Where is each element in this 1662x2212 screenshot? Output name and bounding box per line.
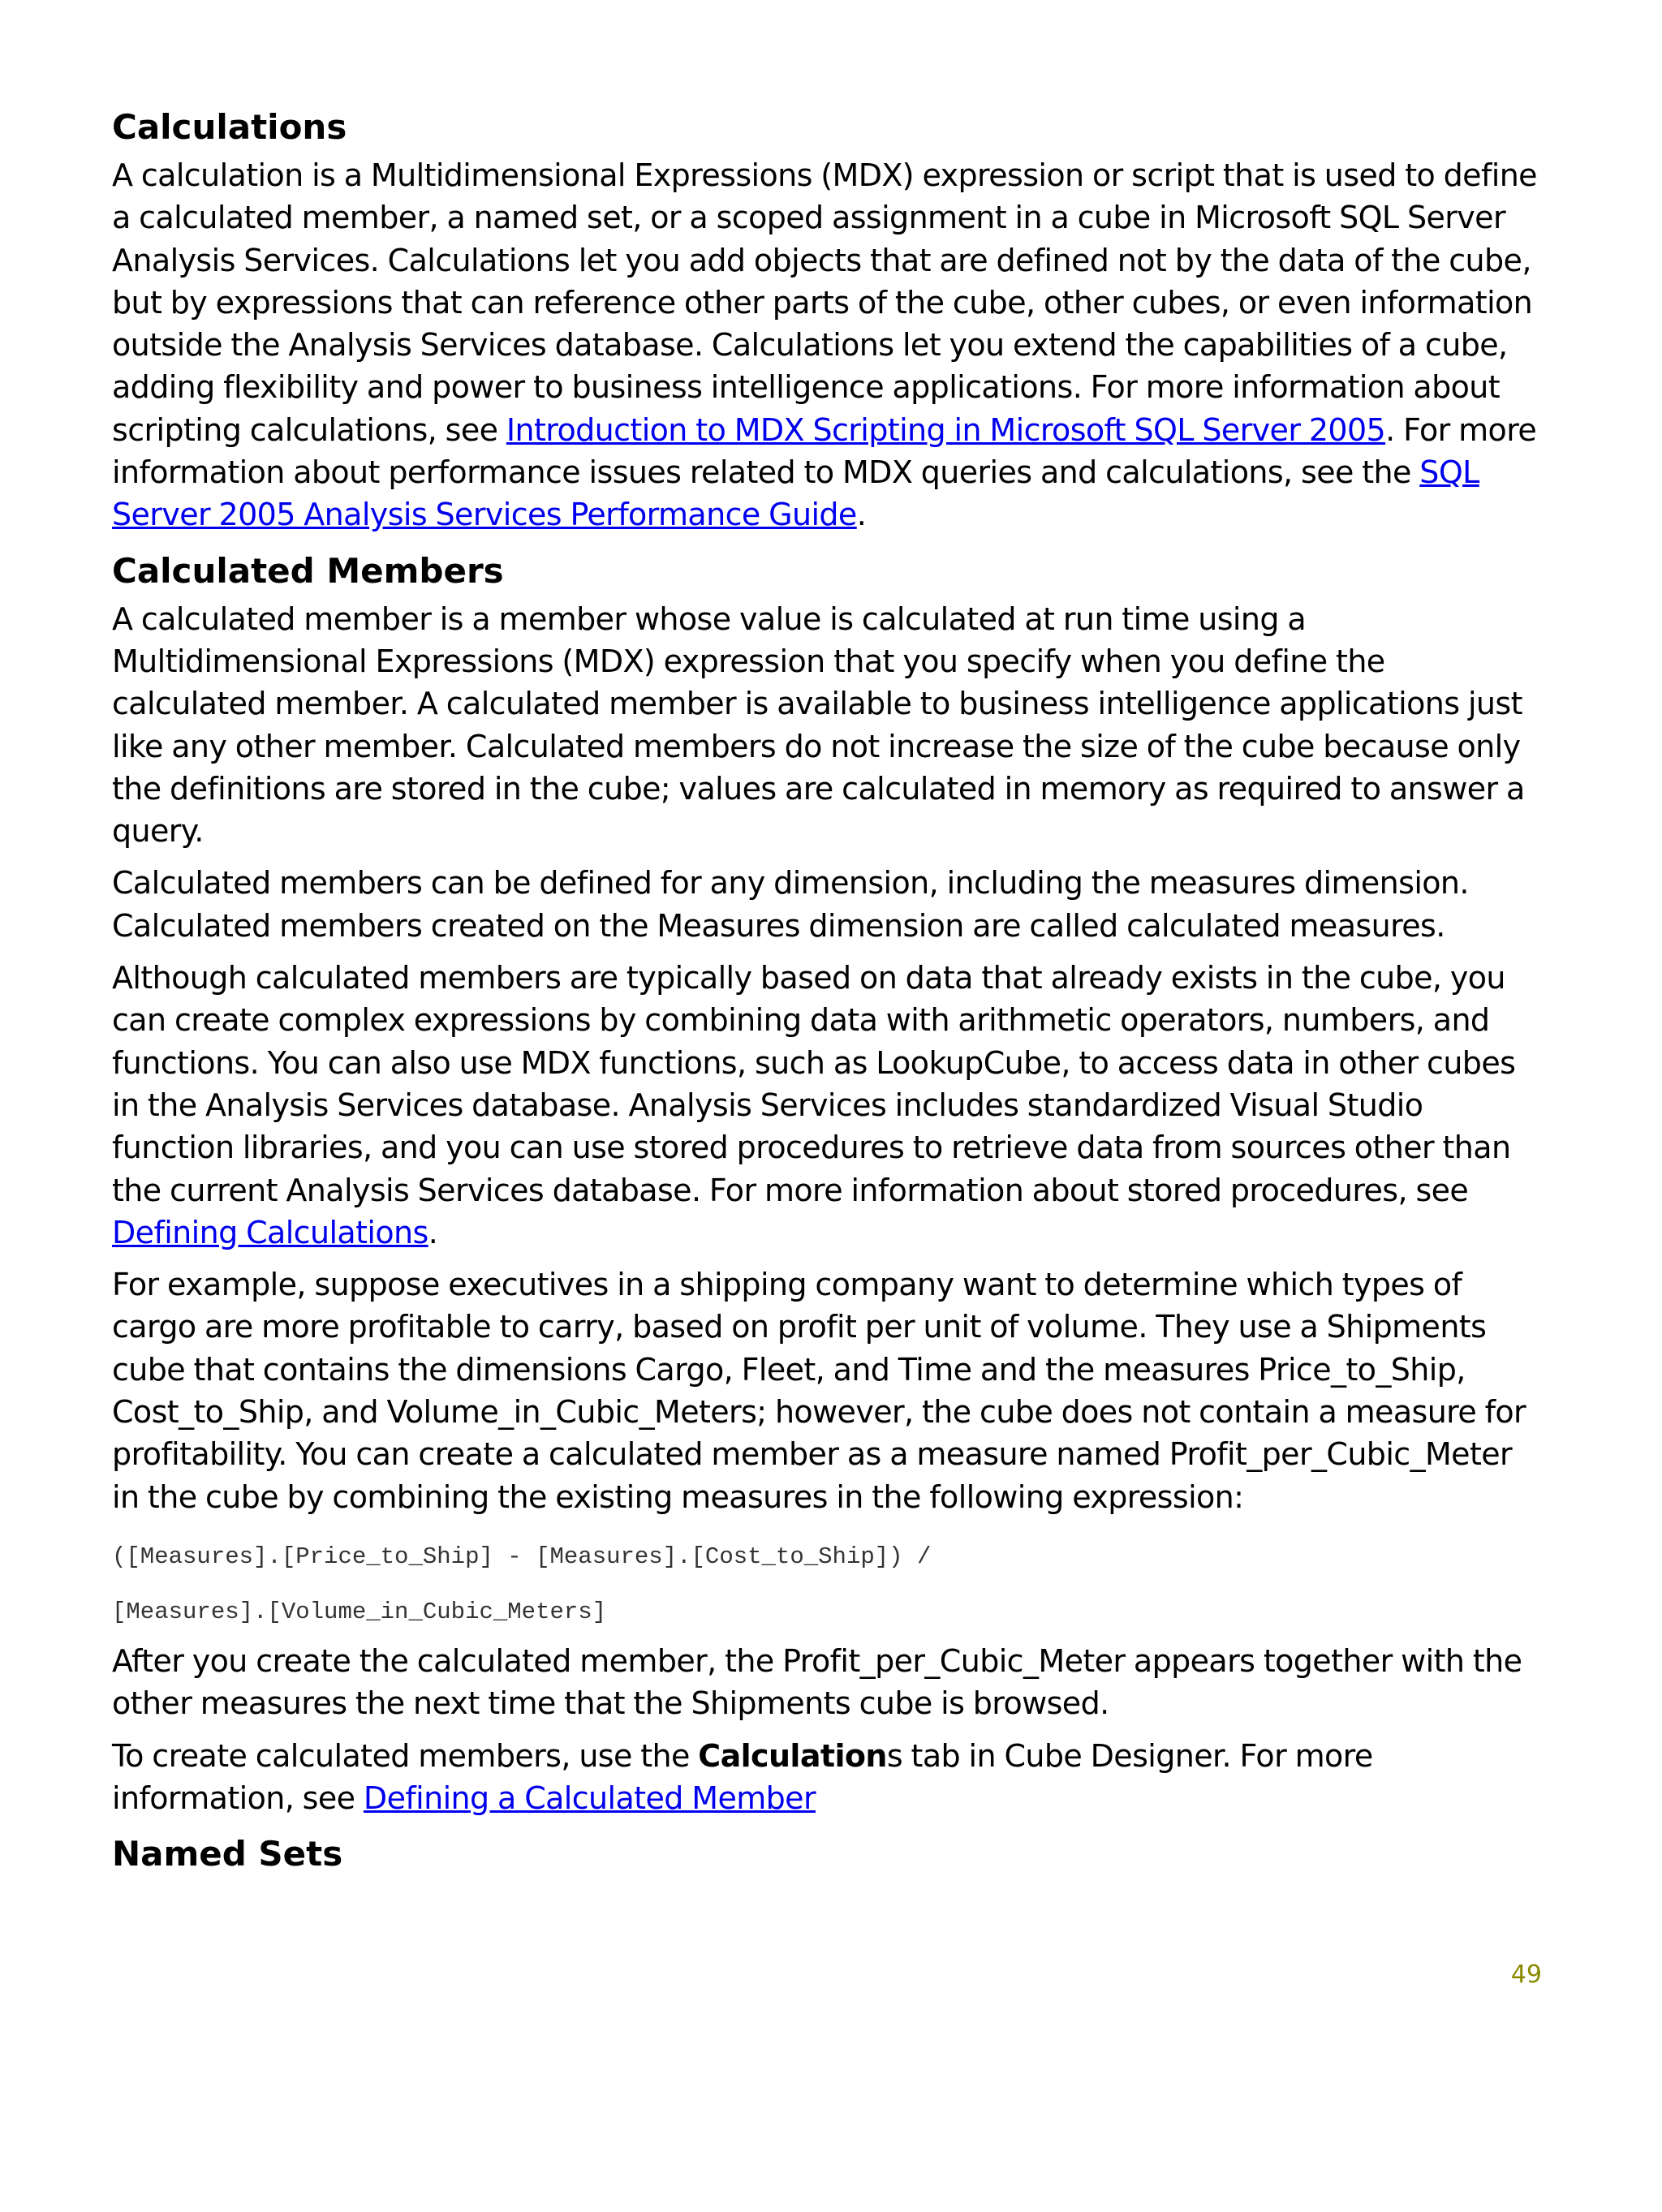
code-line-1: ([Measures].[Price_to_Ship] - [Measures].[Cost_to_Ship]) / <box>112 1543 932 1570</box>
link-performance-guide[interactable]: SQL Server 2005 Analysis Services Performance Guide <box>112 454 1479 533</box>
calculations-paragraph <box>112 154 1542 536</box>
heading-named-sets: Named Sets <box>112 1834 343 1874</box>
calculations-text-b: . For more information about performance issues related to MDX queries and calculations, see the <box>112 411 1537 491</box>
calculations-tab-name: Calculation <box>698 1737 887 1774</box>
page-number: 49 <box>1510 1960 1542 1989</box>
link-intro-mdx-scripting[interactable]: Introduction to MDX Scripting in Microsoft SQL Server 2005 <box>506 411 1386 448</box>
page-content <box>112 102 1542 1881</box>
paragraph-6-text-a: To create calculated members, use the <box>112 1737 699 1774</box>
paragraph-3-end: . <box>428 1214 438 1250</box>
calculated-members-paragraph-1: A calculated member is a member whose value is calculated at run time using a Multidimensional Expressions (MDX) expression that you specify when you define the calculated member. A calculated member is available to business intelligence applications just like any other member. Calculated members do not increase the size of the cube because only the definitions are stored in the cube; values are calculated in memory as required to answer a query. <box>112 600 1525 850</box>
calculated-members-paragraph-3 <box>112 957 1542 1254</box>
heading-calculations: Calculations <box>112 107 347 147</box>
calculations-text-a: A calculation is a Multidimensional Expressions (MDX) expression or script that is used to define a calculated member, a named set, or a scoped assignment in a cube in Microsoft SQL Server Analysis Services. Calculations let you add objects that are defined not by the data of the cube, but by expressions that can reference other parts of the cube, other cubes, or even information outside the Analysis Services database. Calculations let you extend the capabilities of a cube, adding flexibility and power to business intelligence applications. For more information about scripting calculations, see <box>112 157 1537 448</box>
calculated-members-paragraph-6 <box>112 1735 1542 1820</box>
link-defining-calculated-member[interactable]: Defining a Calculated Member <box>363 1779 816 1816</box>
link-defining-calculations[interactable]: Defining Calculations <box>112 1214 428 1250</box>
code-line-2: [Measures].[Volume_in_Cubic_Meters] <box>112 1598 607 1625</box>
paragraph-3-text: Although calculated members are typically based on data that already exists in the cube, you can create complex expressions by combining data with arithmetic operators, numbers, and functions. You can also use MDX functions, such as LookupCube, to access data in other cubes in the Analysis Services database. Analysis Services includes standardized Visual Studio function libraries, and you can use stored procedures to retrieve data from sources other than the current Analysis Services database. For more information about stored procedures, see <box>112 960 1516 1208</box>
paragraph-6-text-b: s tab in Cube Designer. For more information, see <box>112 1737 1373 1816</box>
calculations-text-c: . <box>856 497 867 533</box>
calculated-members-paragraph-2: Calculated members can be defined for any dimension, including the measures dimension. Calculated members created on the Measures dimension are called calculated measures. <box>112 865 1469 944</box>
calculated-members-paragraph-5: After you create the calculated member, the Profit_per_Cubic_Meter appears together with the other measures the next time that the Shipments cube is browsed. <box>112 1642 1522 1722</box>
calculated-members-paragraph-4: For example, suppose executives in a shipping company want to determine which types of cargo are more profitable to carry, based on profit per unit of volume. They use a Shipments cube that contains the dimensions Cargo, Fleet, and Time and the measures Price_to_Ship, Cost_to_Ship, and Volume_in_Cubic_Meters; however, the cube does not contain a measure for profitability. You can create a calculated member as a measure named Profit_per_Cubic_Meter in the cube by combining the existing measures in the following expression: <box>112 1267 1526 1515</box>
heading-calculated-members: Calculated Members <box>112 550 504 591</box>
